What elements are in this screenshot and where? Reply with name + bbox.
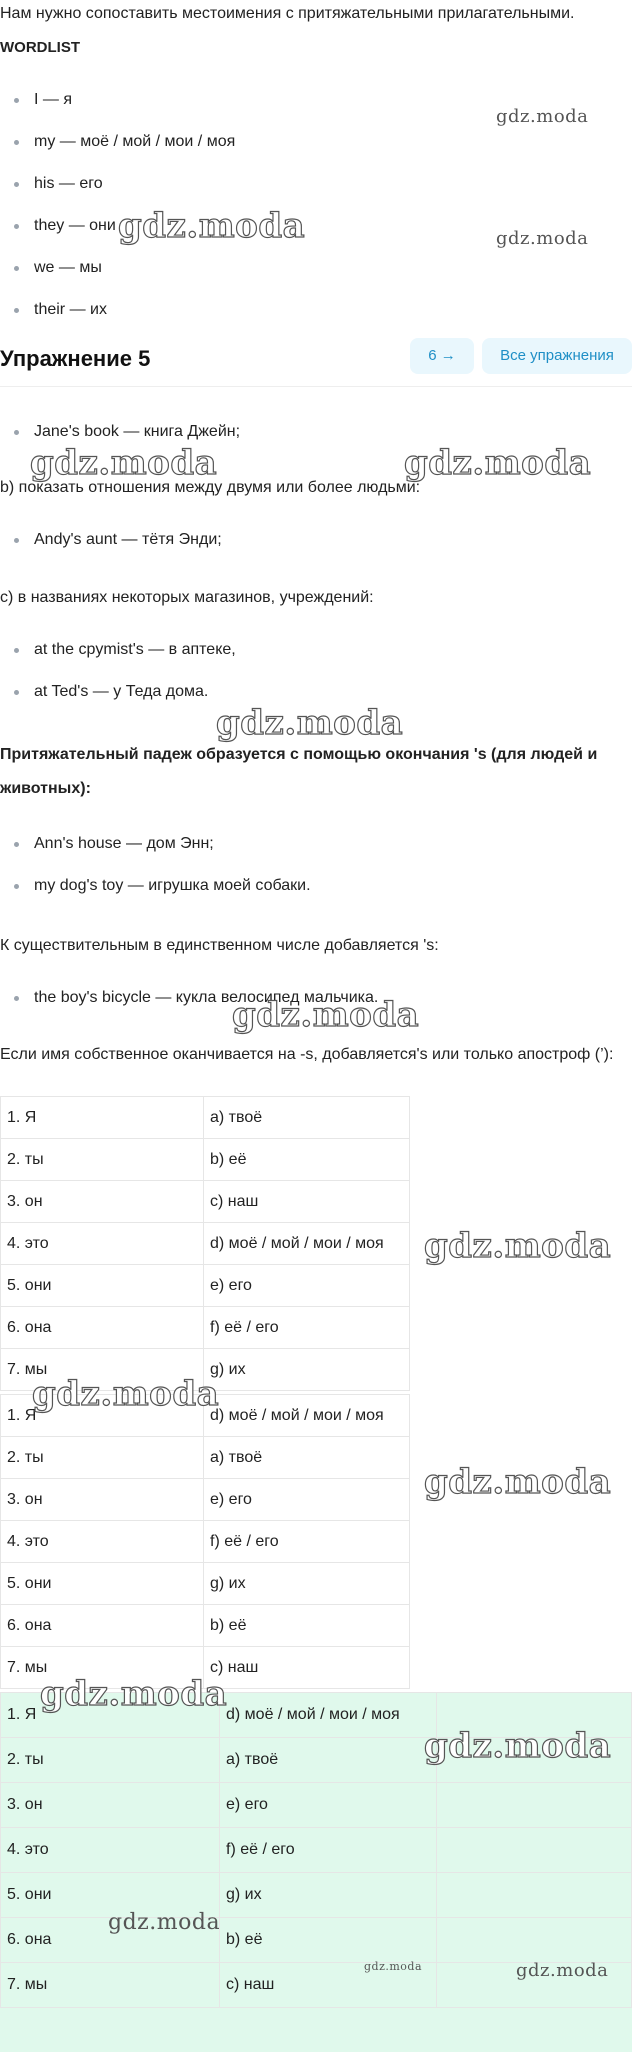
wordlist-title: WORDLIST <box>0 39 80 56</box>
watermark: gdz.moda <box>364 1960 423 1973</box>
list-item: Ann's house — дом Энн; <box>0 832 311 874</box>
list-item: they — они <box>0 214 235 256</box>
table-row: 3. он e) его <box>1 1783 632 1828</box>
table-row: 7. мы c) наш <box>1 1963 632 2008</box>
list-item: his — его <box>0 172 235 214</box>
watermark: gdz.moda <box>516 1960 609 1981</box>
list-item: I — я <box>0 88 235 130</box>
list-item: we — мы <box>0 256 235 298</box>
list-item: my dog's toy — игрушка моей собаки. <box>0 874 311 916</box>
table-row: 6. она f) её / его <box>1 1307 410 1349</box>
list-item: my — моё / мой / мои / моя <box>0 130 235 172</box>
watermark: gdz.moda <box>216 703 404 743</box>
watermark: gdz.moda <box>496 228 589 249</box>
table-row: 5. они e) его <box>1 1265 410 1307</box>
rule-paragraph: Притяжательный падеж образуется с помощью окончания 's (для людей и животных): <box>0 746 598 797</box>
example-list-b <box>0 528 222 570</box>
matching-table-1 <box>0 1096 410 1391</box>
table-row: 7. мы c) наш <box>1 1647 410 1689</box>
table-row: 4. это f) её / его <box>1 1521 410 1563</box>
paragraph-b: b) показать отношения между двумя или более людьми: <box>0 479 421 496</box>
example-list-rule <box>0 832 311 916</box>
table-row: 1. Я a) твоё <box>1 1097 410 1139</box>
table-row: 7. мы g) их <box>1 1349 410 1391</box>
table-row: 5. они g) их <box>1 1873 632 1918</box>
page-title: Упражнение 5 <box>0 346 151 371</box>
watermark: gdz.moda <box>424 1462 612 1502</box>
watermark: gdz.moda <box>108 1910 221 1935</box>
list-item: Andy's aunt — тётя Энди; <box>0 528 222 570</box>
all-exercises-button[interactable]: Все упражнения <box>482 338 632 374</box>
watermark: gdz.moda <box>32 1374 220 1414</box>
paragraph-singular: К существительным в единственном числе добавляется 's: <box>0 937 439 954</box>
list-item: their — их <box>0 298 235 340</box>
watermark: gdz.moda <box>424 1726 612 1766</box>
table-row: 5. они g) их <box>1 1563 410 1605</box>
table-row: 3. он e) его <box>1 1479 410 1521</box>
list-item: Jane's book — книга Джейн; <box>0 420 240 462</box>
watermark: gdz.moda <box>232 995 420 1035</box>
table-row: 2. ты a) твоё <box>1 1437 410 1479</box>
intro-text: Нам нужно сопоставить местоимения с притяжательными прилагательными. <box>0 5 575 22</box>
table-row: 6. она b) её <box>1 1605 410 1647</box>
table-row: 3. он c) наш <box>1 1181 410 1223</box>
list-item: at the срymist's — в аптеке, <box>0 638 236 680</box>
table-row: 4. это d) моё / мой / мои / моя <box>1 1223 410 1265</box>
table-row: 4. это f) её / его <box>1 1828 632 1873</box>
exercise-header <box>0 336 632 387</box>
list-item: the boy's bicycle — кукла велосипед мальчика. <box>0 986 378 1028</box>
example-list-c <box>0 638 236 722</box>
matching-table-2 <box>0 1394 410 1689</box>
table-row: 1. Я d) моё / мой / мои / моя <box>1 1693 632 1738</box>
watermark: gdz.moda <box>40 1674 228 1714</box>
watermark: gdz.moda <box>424 1226 612 1266</box>
watermark: gdz.moda <box>404 443 592 483</box>
watermark: gdz.moda <box>496 106 589 127</box>
table-row: 1. Я d) моё / мой / мои / моя <box>1 1395 410 1437</box>
paragraph-proper: Если имя собственное оканчивается на -s, добавляется's или только апостроф (’): <box>0 1046 614 1063</box>
table-row: 6. она b) её <box>1 1918 632 1963</box>
table-row: 2. ты b) её <box>1 1139 410 1181</box>
table-row: 2. ты a) твоё <box>1 1738 632 1783</box>
paragraph-c: c) в названиях некоторых магазинов, учреждений: <box>0 589 374 606</box>
watermark: gdz.moda <box>30 443 218 483</box>
next-exercise-button[interactable]: 6 → <box>410 338 474 374</box>
watermark: gdz.moda <box>118 206 306 246</box>
list-item: at Ted's — у Теда дома. <box>0 680 236 722</box>
